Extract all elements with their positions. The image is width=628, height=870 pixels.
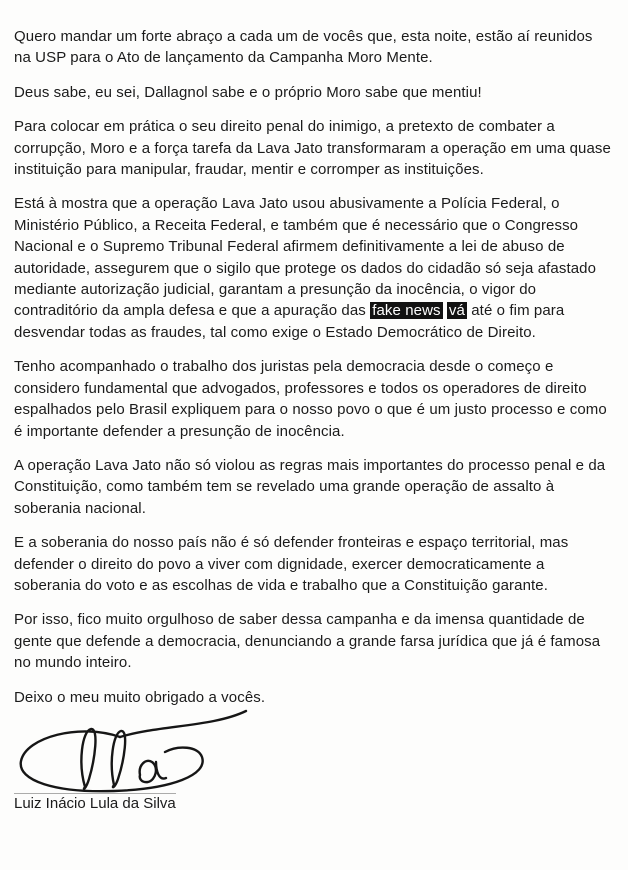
letter-paragraph-highlighted (14, 193, 612, 343)
letter-paragraph: Quero mandar um forte abraço a cada um de vocês que, esta noite, estão aí reunidos na USP para o Ato de lançamento da Campanha Moro Mente. (14, 28, 593, 67)
letter-paragraph: Para colocar em prática o seu direito penal do inimigo, a pretexto de combater a corrupção, Moro e a força tarefa da Lava Jato transformaram a operação em uma quase instituição para manipular, fraudar, mentir e corromper as instituições. (14, 118, 611, 179)
paragraph-text-after: até o fim para desvendar todas as fraudes, tal como exige o Estado Democrático de Direito. (14, 302, 565, 341)
highlighted-text: vá (448, 302, 465, 320)
letter-paragraph: Tenho acompanhado o trabalho dos juristas pela democracia desde o começo e considero fundamental que advogados, professores e todos os operadores de direito espalhados pelo Brasil expliquem para o nosso povo o que é um justo processo e como é importante defender a presunção de inocência. (14, 358, 607, 440)
signature-name: Luiz Inácio Lula da Silva (14, 794, 176, 812)
letter-paragraph: Deus sabe, eu sei, Dallagnol sabe e o próprio Moro sabe que mentiu! (14, 83, 482, 101)
paragraph-text-before: Está à mostra que a operação Lava Jato usou abusivamente a Polícia Federal, o Ministério Público, a Receita Federal, e também que é necessário que o Congresso Nacional e o Supremo Tribunal Federal afirmem definitivamente a lei de abuso de autoridade, assegurem que o sigilo que protege os dados do cidadão só seja afastado mediante autorização judicial, garantam a presunção da inocência, o vigor do contraditório da ampla defesa e que a apuração das (14, 195, 597, 320)
highlighted-text: fake news (372, 302, 441, 320)
letter-paragraph: Por isso, fico muito orgulhoso de saber dessa campanha e da imensa quantidade de gente que defende a democracia, denunciando a grande farsa jurídica que já é famosa no mundo inteiro. (14, 611, 601, 672)
letter-paragraph: A operação Lava Jato não só violou as regras mais importantes do processo penal e da Constituição, como também tem se revelado uma grande operação de assalto à soberania nacional. (14, 456, 606, 517)
letter-paragraph: Deixo o meu muito obrigado a vocês. (14, 688, 266, 706)
handwritten-signature-icon (8, 705, 258, 801)
signature-block (14, 705, 612, 815)
letter-paragraph: E a soberania do nosso país não é só defender fronteiras e espaço territorial, mas defender o direito do povo a viver com dignidade, exercer democraticamente a soberania do voto e as escolhas de vida e trabalho que a Constituição garante. (14, 534, 569, 594)
